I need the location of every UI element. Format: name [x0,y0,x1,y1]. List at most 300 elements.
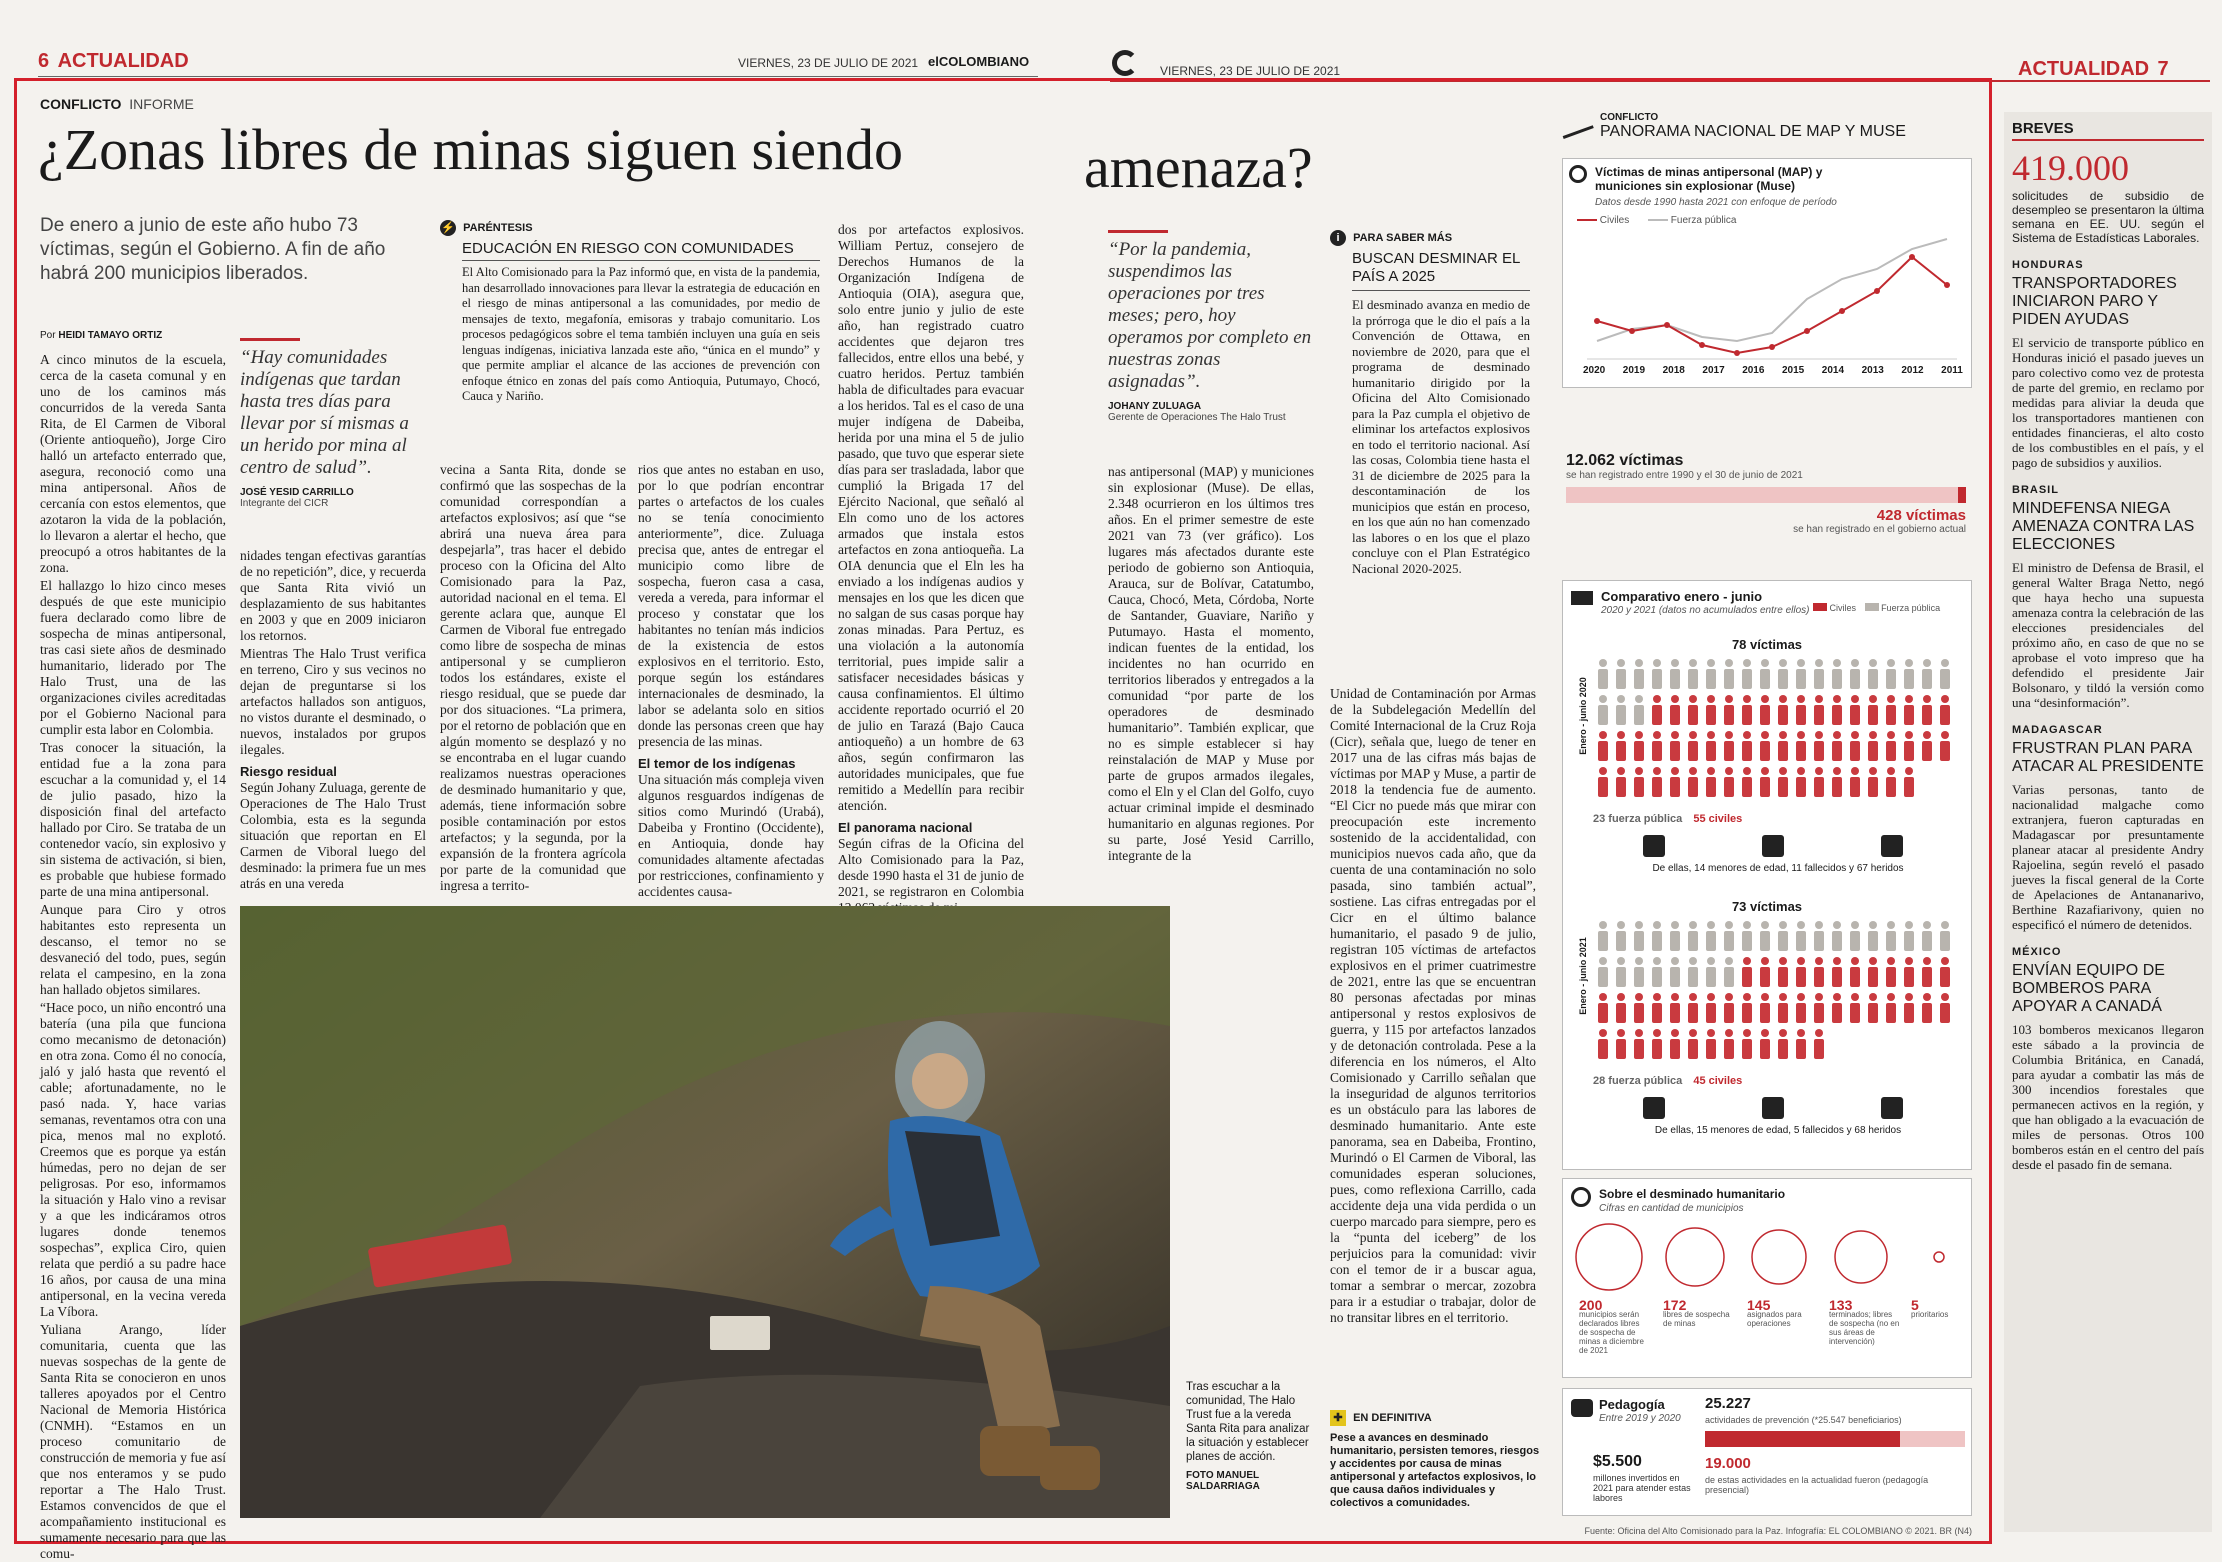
brief-country: MADAGASCAR [2012,724,2103,736]
subhead-panorama: El panorama nacional [838,820,973,835]
quote-role: Gerente de Operaciones The Halo Trust [1108,412,1286,423]
year-label: 2020 [1583,365,1606,376]
person-figure [1598,957,1608,987]
person-figure [1886,957,1896,987]
paragraph: rios que antes no estaban en uso, por lo que podrían encontrar partes o artefactos de los cuales no se tenía conocimiento anteriormente”, dice. Zuluaga precisa que, antes de entregar el municipio como libre de sospecha, fueron casa a casa, vereda a vereda, para informar el proceso y constatar que los habitantes no tenían más indicios de la existencia de estos explosivos en el territorio. Esto, porque según los estándares internacionales de desminado, la labor se adelanta solo en sitios donde las personas creen que hay presencia de las minas. [638,462,824,749]
money-value: $5.500 [1593,1453,1642,1470]
total-2021: 73 víctimas [1731,899,1803,914]
circle-desc: municipios serán declarados libres de sospecha de minas a diciembre de 2021 [1579,1310,1644,1355]
person-figure [1688,1029,1698,1059]
act-value: 19.000 [1705,1455,1751,1472]
person-figure [1850,767,1860,797]
person-figure [1922,993,1932,1023]
brief-title: MINDEFENSA NIEGA AMENAZA CONTRA LAS ELECCIONES [2012,500,2195,553]
person-figure [1796,957,1806,987]
deminer-photo [240,906,1170,1518]
person-figure [1796,921,1806,951]
circle-number: 145 [1747,1297,1771,1313]
person-figure [1634,767,1644,797]
line-legend [1577,215,1736,226]
comparison-sub: 2020 y 2021 (datos no acumulados entre ellos) [1601,605,1810,616]
money-desc: millones invertidos en 2021 para atender estas labores [1593,1473,1691,1503]
comparison-box [1562,580,1972,1170]
circle-value [1829,1297,1903,1377]
paragraph: Mientras The Halo Trust verifica en terreno, Ciro y sus vecinos no dejan de preguntarse si los artefactos hallados son antiguos, no vistos durante el desminado, o nuevos, instalados por grupos ilegales. [240,646,426,757]
pedagogy-box [1562,1388,1972,1516]
person-figure [1922,957,1932,987]
person-figure [1688,993,1698,1023]
person-figure [1724,731,1734,761]
icons-2020 [1643,835,1903,857]
person-figure [1652,767,1662,797]
person-figure [1688,731,1698,761]
person-figure [1814,921,1824,951]
article-column-6: nas antipersonal (MAP) y municiones sin explosionar (Muse). De ellas, 2.348 ocurrieron en los últimos tres años. En el primer semestre de este 2021 van 73 (ver gráfico). Los lugares más afectados durante este periodo de gobierno son Antioquia, Arauca, sur de Bolívar, Catatumbo, Cauca, Chocó, Meta, Córdoba, Norte de Santander, Guaviare, Nariño y Putumayo. Hasta el momento, indican fuentes de la entidad, los incidentes no han ocurrido en territorios liberados y entregados a la comunidad “por parte de los operadores de desminado humanitario”. También explicar, que no es simple establecer si hay reinstalación de MAP y Muse por parte de grupos armados ilegales, como el Eln y el Clan del Golfo, cuyo actuar criminal impide el desminado humanitario en algunas regiones. Por su parte, José Yesid Carrillo, integrante de la [1108,464,1314,863]
person-figure [1670,957,1680,987]
person-figure [1868,695,1878,725]
legend-swatch-fp [1865,603,1879,611]
person-figure [1760,731,1770,761]
circle-145 [1752,1230,1806,1284]
brief-country: HONDURAS [2012,259,2084,271]
header-rule [38,76,1038,77]
person-figure [1598,695,1608,725]
person-figure [1688,957,1698,987]
circle-desc: prioritarios [1911,1310,1949,1319]
circle-172 [1666,1228,1724,1286]
brief-title: FRUSTRAN PLAN PARA ATACAR AL PRESIDENTE [2012,740,2204,775]
brief-country: MÉXICO [2012,946,2062,958]
person-figure [1868,767,1878,797]
icons-2021 [1643,1097,1903,1119]
person-figure [1904,695,1914,725]
person-figure [1940,957,1950,987]
person-figure [1922,695,1932,725]
legend-fp: Fuerza pública [1881,603,1941,613]
demining-box [1562,1178,1972,1378]
line-chart-sub: Datos desde 1990 hasta 2021 con enfoque de período [1595,197,1837,208]
person-figure [1724,695,1734,725]
person-figure [1886,767,1896,797]
person-figure [1652,921,1662,951]
person-figure [1778,921,1788,951]
person-figure [1940,921,1950,951]
person-figure [1724,957,1734,987]
person-figure [1706,767,1716,797]
person-figure [1904,731,1914,761]
line-chart-points [1594,254,1950,356]
person-figure [1796,659,1806,689]
person-figure [1814,659,1824,689]
person-figure [1652,993,1662,1023]
saber-mas-title: BUSCAN DESMINAR EL PAÍS A 2025 [1352,250,1530,291]
person-figure [1724,659,1734,689]
paragraph: nidades tengan efectivas garantías de no repetición”, dice, y recuerda que Santa Rita vivió un desplazamiento de sus habitantes en 2003 y que en 2009 iniciaron los retornos. [240,548,426,643]
person-figure [1616,695,1626,725]
headline-part2: amenaza? [1084,135,1313,200]
person-figure [1616,659,1626,689]
legend-fp: Fuerza pública [1670,215,1737,226]
byline-name: HEIDI TAMAYO ORTIZ [58,330,163,341]
paragraph: Según cifras de la Oficina del Alto Comisionado para la Paz, desde 1990 hasta el 31 de junio de 2021, se registraron en Colombia [838,836,1024,899]
person-figure [1796,993,1806,1023]
person-figure [1670,993,1680,1023]
person-figure [1940,695,1950,725]
person-figure [1832,921,1842,951]
person-figure [1778,957,1788,987]
article-column-1 [40,352,226,1561]
people-grid-2020 [1593,657,1963,807]
deceased-icon [1762,835,1784,857]
subhead-indigenas: El temor de los indígenas [638,756,796,771]
person-figure [1616,993,1626,1023]
person-figure [1616,1029,1626,1059]
person-figure [1796,731,1806,761]
brief-text: 103 bomberos mexicanos llegaron este sábado a la provincia de Columbia Británica, en Canadá, para ayudar a combatir las más de 300 incendios forestales que permanecen activos en la región, y que han obligado a la evacuación de miles de personas. Otros 100 bomberos están en el centro del país desde el pasado fin de semana. [2012,1022,2204,1172]
paragraph: dos por artefactos explosivos. William Pertuz, consejero de Derechos Humanos de la Organización Indígena de Antioquia (OIA), asegura que, solo entre junio y julio de este año, han registrado cuatro accidentes que dejaron tres fallecidos, entre ellos una bebé, y cuatro heridos. Pertuz también habla de dificultades para evacuar a los heridos. Tal es el caso de una mujer indígena de Dabeiba, herida por una mina el 5 de julio pasado, que tuvo que esperar siete días para ser trasladada, labor que cumplió la Brigada 17 del Ejército Nacional, que señaló al Eln como uno de los actores armados que instala estos artefactos en zona antioqueña. La OIA denuncia que el Eln les ha enviado a los indígenas audios y mensajes en los que les dicen que no salgan de sus casas porque hay zonas minadas. Para Pertuz, es una violación a la autonomía territorial, pues impide salir a satisfacer necesidades básicas y causa confinamientos. El último accidente reportado ocurrió el 20 de julio en Tarazá (Bajo Cauca antioqueño) a un hombre de 63 años, según confirmaron las autoridades municipales, que fue remitido a Medellín para recibir atención. [838,222,1024,813]
person-figure [1922,659,1932,689]
recent-bar-segment [1958,487,1966,503]
legend-swatch-fp [1648,219,1668,221]
person-figure [1886,695,1896,725]
pedagogy-value: 25.227 [1705,1395,1751,1412]
person-figure [1742,731,1752,761]
lightning-icon: ⚡ [441,222,455,234]
person-figure [1850,659,1860,689]
demining-title: Sobre el desminado humanitario [1599,1187,1786,1201]
person-figure [1634,659,1644,689]
circle-5 [1934,1252,1944,1262]
brief-text: Varias personas, tanto de nacionalidad malgache como extranjera, fueron capturadas en Madagascar por presuntamente planear atacar al presidente Andry Rajoelina, según reveló el pasado jueves la fiscal general de la Corte de Apelaciones de Antananarivo, Berthine Razafiarivony, quien no especificó el número de detenidos. [2012,782,2204,932]
person-figure [1598,1029,1608,1059]
line-chart [1567,229,1967,379]
person-figure [1778,659,1788,689]
person-figure [1796,1029,1806,1059]
paragraph: Yuliana Arango, líder comunitaria, cuenta que las nuevas sospechas de la gente de Santa Rita se conocieron en unos talleres apoyados por el Centro Nacional de Memoria Histórica (CNMH). “Estamos en un proceso comunitario de construcción de memoria y fue así que nos enteramos y se pudo reportar a The Halo Trust. Estamos convencidos de que el acompañamiento institucional es sumamente necesario para que las comu- [40,1322,226,1561]
person-figure [1832,993,1842,1023]
person-figure [1634,731,1644,761]
person-figure [1868,731,1878,761]
person-figure [1760,695,1770,725]
person-figure [1760,1029,1770,1059]
person-figure [1742,921,1752,951]
parentesis-title: EDUCACIÓN EN RIESGO CON COMUNIDADES [462,240,820,261]
article-column-7: Unidad de Contaminación por Armas de la Subdelegación Medellín del Comité Internacional de la Cruz Roja (Cicr), señala que, luego de tener en 2017 una de las cifras más bajas de víctimas por MAP y Muse, a partir de 2018 la tendencia fue de aumento. “El Cicr no puede más que mirar con preocupación este incremento sostenido de la accidentalidad, con municipios nuevos cada año, que da cuenta de una contaminación no solo pasada, sino también actual”, sostiene. Las cifras entregadas por el Cicr en el último balance humanitario, el pasado 9 de julio, registran 105 víctimas de artefactos explosivos en el primer cuatrimestre de 2021, entre las que se encuentran 80 personas afectadas por minas antipersonal y restos explosivos de guerra, y 115 por artefactos lanzados y de detonación controlada. Pese a la diferencia en los números, el Alto Comisionado y Carrillo señalan que la inseguridad de algunos territorios es un obstáculo para las labores de desminado humanitario. Ante este panorama, sea en Dabeiba, Frontino, Murindó o El Carmen de Viboral, las comunidades esperan soluciones, pues, como reflexiona Carrillo, cada accidente deja una vida perdida o un cuerpo marcado para siempre, pero es la “punta del iceberg” de los perjuicios para la comunidad: vivir con el temor de ir a buscar agua, tomar a sembrar o mercar, zozobra para ir a estudiar o trabajar, dolor de no transitar libres en el territorio. [1330,686,1536,1325]
subhead-riesgo: Riesgo residual [240,764,337,779]
legend-civiles: Civiles [1829,603,1857,613]
fp-2020: 23 fuerza pública [1593,813,1683,825]
page-number-right: 7 [2157,58,2169,80]
paragraph: Una situación más compleja viven algunos resguardos indígenas de sitios como Murindó (Urabá), Dabeiba y Frontino (Occidente), en Antioquia, donde hay comunidades altamente afectadas por restricciones, confinamiento y accidentes causa- [638,772,824,899]
person-figure [1886,659,1896,689]
people-icon [1571,1399,1593,1417]
info-icon: i [1330,230,1346,246]
recent-sub: se han registrado en el gobierno actual [1793,524,1966,535]
quote-text: “Hay comunidades indígenas que tardan hasta tres días para llevar por sí mismas a un herido por mina al centro de salud”. [240,347,409,478]
brief-country: BRASIL [2012,484,2059,496]
fp-2021: 28 fuerza pública [1593,1075,1683,1087]
person-figure [1814,1029,1824,1059]
byline [40,330,162,341]
infographic-source: Fuente: Oficina del Alto Comisionado para la Paz. Infografía: EL COLOMBIANO © 2021. BR (N4) [1584,1526,1972,1536]
person-figure [1634,957,1644,987]
person-figure [1616,957,1626,987]
person-figure [1706,1029,1716,1059]
person-figure [1850,921,1860,951]
quote-name: JOSÉ YESID CARRILLO [240,487,354,498]
person-figure [1706,731,1716,761]
year-label: 2011 [1941,365,1963,376]
person-figure [1652,731,1662,761]
deceased-icon [1762,1097,1784,1119]
person-figure [1760,957,1770,987]
person-figure [1832,695,1842,725]
year-label: 2018 [1662,365,1685,376]
brief-text: El servicio de transporte público en Honduras inició el pasado jueves un paro colectivo como vez de protesta de parte del gremio, en reclamo por medidas para aliviar la deuda que los transportadores mantienen con entidades financieras, el alto costo de los combustibles en el país, y el pago de subsidios y auxilios. [2012,335,2204,470]
person-figure [1598,767,1608,797]
year-label: 2017 [1702,365,1725,376]
person-figure [1904,767,1914,797]
person-figure [1940,659,1950,689]
person-figure [1904,993,1914,1023]
circle-desc: terminados; libres de sospecha (no en sus áreas de intervención) [1829,1310,1900,1346]
definitiva-header [1330,1410,1540,1426]
circle-value [1911,1297,1971,1377]
paragraph: A cinco minutos de la escuela, cerca de la caseta comunal y en uno de los caminos más concurridos de la vereda Santa Rita, de El Carmen de Viboral (Oriente antioqueño), Jorge Ciro halló un artefacto enterrado que, asegura, reconoció como una mina antipersonal. Años de cercanía con estos elementos, que azotaron la vida de la población, lo llevaron a alertar el hecho, que preocupó a otros habitantes de la zona. [40,352,226,575]
brief-title: TRANSPORTADORES INICIARON PARO Y PIDEN AYUDAS [2012,275,2177,328]
person-figure [1904,957,1914,987]
pedagogy-bar-fill [1705,1431,1900,1447]
person-figure [1832,659,1842,689]
kicker-main: CONFLICTO [40,96,122,112]
people-figures-2021 [1598,921,1950,1059]
demining-sub: Cifras en cantidad de municipios [1599,1203,1744,1214]
saber-mas-box [1330,230,1530,670]
total-bar [1566,487,1966,503]
brief-title: ENVÍAN EQUIPO DE BOMBEROS PARA APOYAR A CANADÁ [2012,962,2165,1015]
circle-133 [1835,1231,1887,1283]
quote-text: “Por la pandemia, suspendimos las operaciones por tres meses; pero, hoy operamos por completo en nuestras zonas asignadas”. [1108,239,1312,392]
person-figure [1652,957,1662,987]
person-figure [1652,1029,1662,1059]
paragraph: “Hace poco, un niño encontró una batería (una pila que funciona como mecanismo de detonación) en otra zona. Como él no conocía, jaló y jaló hasta que reventó el cable; afortunadamente, no le pasó nada. Y, hace varias semanas, reventamos otra con una pica, menos mal no explotó. Creemos que es porque ya están húmedas, pero no dejan de ser peligrosas. Por eso, informamos la situación y Halo vino a revisar y a que les indicáramos otros lugares donde tenemos sospechas”, explica Ciro, quien relata que perdió a su padre hace 16 años, por causa de una mina antipersonal, en la vecina vereda La Víbora. [40,1000,226,1319]
total-label: 12.062 víctimas [1566,452,1684,469]
person-figure [1868,659,1878,689]
person-figure [1850,957,1860,987]
caption-credit: FOTO MANUEL SALDARRIAGA [1186,1470,1260,1492]
person-figure [1940,731,1950,761]
brief-text: El ministro de Defensa de Brasil, el general Walter Braga Netto, negó que haya hecho una supuesta amenaza contra la celebración de las elecciones presidenciales del próximo año, en caso de que no se aprobase el voto impreso que ha defendido el presidente Jair Bolsonaro, y tildó la versión como una “desinformación”. [2012,560,2204,710]
comparison-icon [1571,591,1593,605]
person-figure [1742,993,1752,1023]
comparison-legend [1813,603,1940,613]
person-figure [1634,1029,1644,1059]
deck: De enero a junio de este año hubo 73 víctimas, según el Gobierno. A fin de año habrá 200 municipios liberados. [40,215,386,284]
person-figure [1670,767,1680,797]
saber-mas-header [1330,230,1530,246]
helmet-icon [1571,1187,1591,1207]
person-figure [1868,957,1878,987]
parentesis-box [440,220,820,460]
header-right-logo-icon [1112,50,1138,76]
person-figure [1886,993,1896,1023]
year-label: 2014 [1821,365,1845,376]
civ-2021: 45 civiles [1693,1075,1743,1087]
section-right: ACTUALIDAD [2018,58,2150,80]
legend-swatch-civiles [1813,603,1827,611]
target-icon [1569,165,1587,183]
person-figure [1814,731,1824,761]
person-figure [1868,993,1878,1023]
definitiva-box [1330,1410,1540,1510]
person-figure [1832,731,1842,761]
person-figure [1706,957,1716,987]
infographic-title: PANORAMA NACIONAL DE MAP Y MUSE [1600,123,1906,140]
split-2020 [1593,813,1742,825]
paragraph: Aunque para Ciro y otros habitantes esto representa un descanso, el temor no se desvaneció del todo, pues, según relata el campesino, en la zona han hallado objetos similares. [40,902,226,997]
briefs-big-text: solicitudes de subsidio de desempleo se presentaron la última semana en EE. UU. según el Sistema de Estadísticas Laborales. [2012,189,2204,245]
paragraph: El hallazgo lo hizo cinco meses después de que este municipio fuera declarado como libre de sospecha de minas antipersonal, tras casi siete años de desminado humanitario, liderado por The Halo Trust, una de las organizaciones civiles acreditadas por el Gobierno Nacional para cumplir esta labor en Colombia. [40,578,226,737]
person-figure [1868,921,1878,951]
briefs-header: BREVES [2012,120,2204,141]
total-2020: 78 víctimas [1731,637,1803,652]
detail-2020: De ellas, 14 menores de edad, 11 fallecidos y 67 heridos [1652,863,1904,874]
puzzle-icon: ✚ [1330,1410,1346,1426]
date-left: VIERNES, 23 DE JULIO DE 2021 [738,56,919,70]
civ-2020: 55 civiles [1693,813,1743,825]
person-figure [1670,695,1680,725]
person-figure [1904,921,1914,951]
saber-mas-label: PARA SABER MÁS [1353,232,1453,244]
kicker-tag: INFORME [129,96,194,112]
person-figure [1850,695,1860,725]
person-figure [1724,921,1734,951]
quote-rule [1108,230,1168,233]
circle-value [1579,1297,1649,1377]
person-figure [1814,767,1824,797]
demining-values [1563,1297,1973,1377]
infographic [1560,112,1980,1536]
demining-circles [1567,1223,1967,1293]
person-figure [1616,731,1626,761]
person-figure [1706,921,1716,951]
total-sub: se han registrado entre 1990 y el 30 de junio de 2021 [1566,470,1803,481]
year-label: 2019 [1622,365,1646,376]
pull-quote-2 [1108,230,1314,423]
injured-icon [1881,1097,1903,1119]
person-figure [1598,659,1608,689]
year-label: 2015 [1781,365,1805,376]
series-fp-line [1597,239,1947,341]
line-chart-box [1562,158,1972,388]
infographic-header [1600,112,1980,141]
person-figure [1598,921,1608,951]
children-icon [1643,835,1665,857]
circle-200 [1576,1224,1642,1290]
circle-number: 200 [1579,1297,1603,1313]
photo-caption [1186,1380,1316,1492]
person-figure [1832,767,1842,797]
person-figure [1724,1029,1734,1059]
definitiva-label: EN DEFINITIVA [1353,1412,1432,1424]
person-figure [1904,659,1914,689]
parentesis-header [440,220,820,236]
briefs-column [2004,112,2212,1532]
kicker [40,96,194,112]
comparison-title: Comparativo enero - junio [1601,589,1763,604]
person-figure [1850,731,1860,761]
article-column-4 [638,462,824,899]
person-figure [1652,695,1662,725]
person-figure [1724,993,1734,1023]
series-civiles-line [1597,257,1947,353]
quote-rule [240,338,300,341]
injured-icon [1881,835,1903,857]
header-left [38,50,1038,74]
people-grid-2021 [1593,919,1963,1069]
header-right-section [2018,58,2218,82]
act-desc: de estas actividades en la actualidad fueron (pedagogía presencial) [1705,1475,1929,1495]
person-figure [1742,695,1752,725]
person-figure [1778,1029,1788,1059]
quote-role: Integrante del CICR [240,498,329,509]
person-figure [1598,731,1608,761]
article-column-5 [838,222,1024,899]
headline-part1: ¿Zonas libres de minas siguen siendo [38,117,903,182]
person-figure [1814,957,1824,987]
person-figure [1832,957,1842,987]
pull-quote-1 [240,338,430,509]
paper-logo: elCOLOMBIANO [928,54,1030,69]
person-figure [1634,921,1644,951]
line-chart-years [1583,365,1963,376]
split-2021 [1593,1075,1742,1087]
circle-value [1663,1297,1733,1377]
page-number-left: 6 [38,50,50,72]
person-figure [1742,1029,1752,1059]
person-figure [1634,695,1644,725]
person-figure [1760,993,1770,1023]
total-victims [1566,452,1966,535]
children-icon [1643,1097,1665,1119]
person-figure [1778,767,1788,797]
year-label: 2016 [1742,365,1765,376]
period-2021: Enero - junio 2021 [1578,937,1588,1015]
person-figure [1886,731,1896,761]
person-figure [1670,731,1680,761]
circle-number: 172 [1663,1297,1687,1313]
person-figure [1616,921,1626,951]
person-figure [1724,767,1734,797]
article-column-2 [240,548,426,891]
infographic-kicker: CONFLICTO [1600,112,1659,123]
parentesis-text: El Alto Comisionado para la Paz informó que, en vista de la pandemia, han desarrollado innovaciones para llevar la estrategia de educación en el riesgo de minas antipersonal a las comunidades, por medio de mensajes de texto, megafonía, emisoras y trabajo comunitario. Los procesos pedagógicos sobre el tema también incluyen una guía en seis lenguas indígenas, iniciativa lanzada este año, “única en el mundo” y que permite ampliar el alcance de las acciones de prevención con enfoque étnico en zonas del país como Antioquia, Putumayo, Chocó, Cauca y Nariño. [462,265,820,403]
person-figure [1688,921,1698,951]
circle-number: 133 [1829,1297,1853,1313]
person-figure [1634,993,1644,1023]
detail-2021: De ellas, 15 menores de edad, 5 fallecidos y 68 heridos [1654,1125,1902,1136]
person-figure [1688,659,1698,689]
pedagogy-bar [1705,1431,1965,1447]
caption-text: Tras escuchar a la comunidad, The Halo Trust fue a la vereda Santa Rita para analizar la situación y establecer planes de acción. [1186,1381,1310,1463]
circle-desc: asignados para operaciones [1747,1310,1802,1328]
circle-number: 5 [1911,1297,1919,1313]
person-figure [1922,731,1932,761]
person-figure [1760,767,1770,797]
saber-mas-text: El desminado avanza en medio de la prórroga que le dio el país a la Convención de Ottawa, en noviembre de 2020, para que el programa de desminado humanitario dirigido por la Oficina del Alto Comisionado para la Paz cumpla el objetivo de eliminar los artefactos explosivos en todo el territorio nacional. Así las cosas, Colombia tiene hasta el 31 de diciembre de 2025 para la descontaminación de los municipios que están en proceso, en los que aún no han comenzado las labores o en los que el plazo concluye con el Plan Estratégico Nacional 2020-2025. [1352,297,1530,576]
person-figure [1598,993,1608,1023]
legend-civiles: Civiles [1599,215,1630,226]
